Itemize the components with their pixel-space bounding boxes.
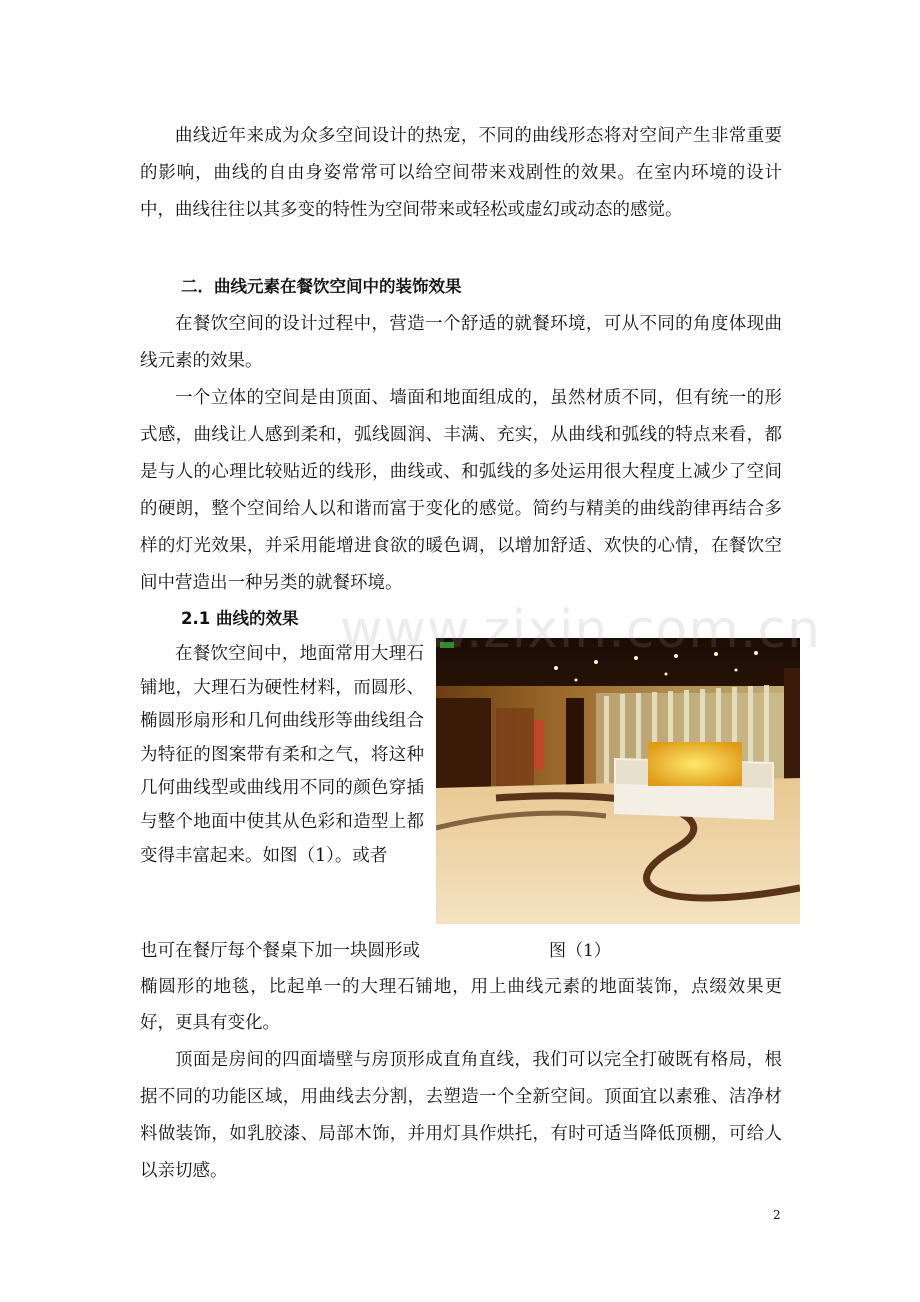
floor-paragraph-line: 也可在餐厅每个餐桌下加一块圆形或	[140, 941, 420, 961]
figure-caption: 图（1）	[549, 941, 611, 961]
space-description-paragraph: 一个立体的空间是由顶面、墙面和地面组成的，虽然材质不同，但有统一的形式感，曲线让人感到柔和，弧线圆润、丰满、充实，从曲线和弧线的特点来看，都是与人的心理比较贴近的线形，曲线或、和弧线的多处运用很大程度上减少了空间的硬朗，整个空间给人以和谐而富于变化的感觉。简约与精美的曲线韵律再结合多样的灯光效果，并采用能增进食欲的暖色调，以增加舒适、欢快的心情，在餐饮空间中营造出一种另类的就餐环境。	[140, 388, 782, 593]
intro-paragraph: 曲线近年来成为众多空间设计的热宠，不同的曲线形态将对空间产生非常重要的影响，曲线的自由身姿常常可以给空间带来戏剧性的效果。在室内环境的设计中，曲线往往以其多变的特性为空间带来或轻松或虚幻或动态的感觉。	[140, 126, 782, 220]
floor-paragraph-rest: 椭圆形的地毯，比起单一的大理石铺地，用上曲线元素的地面装饰，点缀效果更好，更具有变化。	[140, 977, 782, 1033]
subsection-heading: 2.1 曲线的效果	[181, 609, 299, 628]
ceiling-paragraph: 顶面是房间的四面墙壁与房顶形成直角直线，我们可以完全打破既有格局，根据不同的功能区域，用曲线去分割，去塑造一个全新空间。顶面宜以素雅、洁净材料做装饰，如乳胶漆、局部木饰，并用灯具作烘托，有时可适当降低顶棚，可给人以亲切感。	[140, 1050, 782, 1181]
watermark: www.zixin.com.cn	[340, 600, 821, 660]
section-intro-paragraph: 在餐饮空间的设计过程中，营造一个舒适的就餐环境，可从不同的角度体现曲线元素的效果。	[140, 314, 782, 371]
page-number: 2	[773, 1208, 781, 1222]
floor-paragraph-wrapped: 在餐饮空间中，地面常用大理石铺地，大理石为硬性材料，而圆形、椭圆形扇形和几何曲线形等曲线组合为特征的图案带有柔和之气，将这种几何曲线型或曲线用不同的颜色穿插与整个地面中使其从色彩和造型上都变得丰富起来。如图（1）。或者	[140, 644, 424, 866]
restaurant-interior-photo	[436, 638, 800, 924]
section-heading: 二．曲线元素在餐饮空间中的装饰效果	[181, 277, 462, 296]
